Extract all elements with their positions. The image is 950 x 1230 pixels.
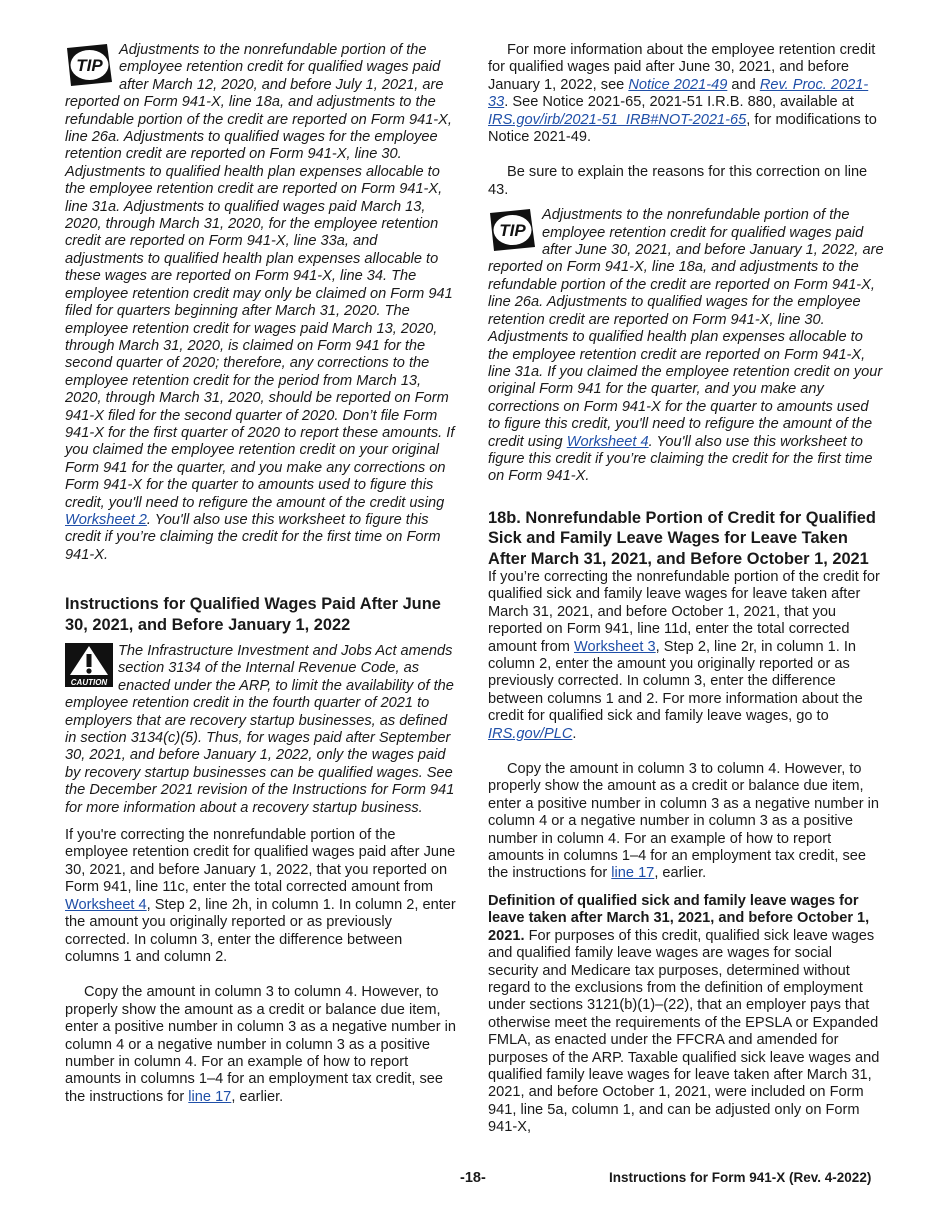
tip-text: Adjustments to the nonrefundable portion of the employee retention credit for qualified wages paid after June 30, 2021, and before January 1, 2022, are reported on Form 941-X, line 18a, and adjustments to the refundable portion of the credit are reported on Form 941-X, line 26a. Adjustments to qualified wages for the employee retention credit are reported on Form 941-X, line 30. Adjustments to qualified health plan expenses allocable to the employee retention credit are reported on Form 941-X, line 31a. If you claimed the employee retention credit on your original Form 941 for the quarter, and you make any corrections on Form 941-X for the quarter to amounts used to figure this credit, you'll need to refigure the amount of the credit using (488, 207, 884, 450)
rev-proc-link[interactable]: Rev. Proc. 2021-33 (488, 76, 869, 111)
footer-title: Instructions for Form 941-X (Rev. 4-2022) (609, 1170, 872, 1185)
svg-text:TIP: TIP (499, 221, 526, 241)
worksheet-4-link[interactable]: Worksheet 4 (566, 433, 649, 450)
paragraph-more-info: For more information about the employee retention credit for qualified wages paid after June 30, 2021, and before January 1, 2022, see Notice 2021-49 and Rev. Proc. 2021-33. See Notice 2021-65, 2021-51 I.R.B. 880, available at IRS.gov/irb/2021-51_IRB#NOT-2021-65, for modifications to Notice 2021-49. (488, 42, 877, 146)
section-heading-18b: 18b. Nonrefundable Portion of Credit for Qualified Sick and Family Leave Wages for Leave Taken After March 31, 2021, and Before October 1, 2021 (488, 508, 876, 568)
left-column (65, 42, 460, 1106)
right-column (488, 42, 884, 1137)
paragraph-nonrefundable-erc: If you're correcting the nonrefundable portion of the employee retention credit for qualified wages paid after June 30, 2021, and before January 1, 2022, that you reported on Form 941, line 11c, enter the total corrected amount from Worksheet 4, Step 2, line 2h, in column 1. In column 2, enter the amount you originally reported or as previously corrected. In column 3, enter the difference between columns 1 and column 2. (65, 827, 456, 965)
tip-text-end: . You'll also use this worksheet to figure this credit if you’re claiming the credit for the first time on Form 941-X. (488, 433, 873, 485)
paragraph-explain-reasons: Be sure to explain the reasons for this correction on line 43. (488, 164, 868, 198)
svg-text:TIP: TIP (76, 56, 103, 75)
line-17-link[interactable]: line 17 (611, 865, 655, 882)
section-heading-qualified-wages: Instructions for Qualified Wages Paid After June 30, 2021, and Before January 1, 2022 (65, 595, 441, 634)
svg-text:CAUTION: CAUTION (70, 678, 108, 687)
tip-note-1 (65, 42, 460, 564)
tip-text-end: . You'll also use this worksheet to figure this credit if you’re claiming the credit for the first time on Form 941-X. (65, 511, 441, 563)
paragraph-copy-amount: Copy the amount in column 3 to column 4. However, to properly show the amount as a credit or balance due item, enter a positive number in column 3 as a negative number in column 4 or a negative number in column 3 as a positive number in column 4. For an example of how to report amounts in columns 1–4 for an employment tax credit, see the instructions for line 17, earlier. (65, 984, 457, 1105)
page-number: -18- (460, 1170, 486, 1186)
worksheet-3-link[interactable]: Worksheet 3 (573, 638, 656, 655)
irs-plc-link[interactable]: IRS.gov/PLC (488, 725, 573, 742)
caution-note (65, 643, 460, 817)
tip-icon (65, 42, 114, 88)
notice-2021-49-link[interactable]: Notice 2021-49 (628, 76, 728, 93)
irs-irb-link[interactable]: IRS.gov/irb/2021-51_IRB#NOT-2021-65 (488, 111, 747, 128)
paragraph-sick-family-leave: If you’re correcting the nonrefundable portion of the credit for qualified sick and family leave wages for leave taken after March 31, 2021, and before October 1, 2021, that you reported on Form 941, line 11d, enter the total corrected amount from Worksheet 3, Step 2, line 2r, in column 1. In column 2, enter the amount you originally reported or as previously corrected. In column 3, enter the difference between columns 1 and 2. For more information about the credit for qualified sick and family leave wages, go to IRS.gov/PLC. (488, 568, 880, 742)
worksheet-2-link[interactable]: Worksheet 2 (65, 511, 147, 528)
tip-text: Adjustments to the nonrefundable portion of the employee retention credit for qualified wages paid after March 12, 2020, and before July 1, 2021, are reported on Form 941-X, line 18a, and adjustments to the refundable portion of the credit are reported on Form 941-X, line 26a. Adjustments to qualified wages for the employee retention credit are reported on Form 941-X, line 30. Adjustments to qualified health plan expenses allocable to the employee retention credit are reported on Form 941-X, line 31a. Adjustments to qualified wages paid March 13, 2020, through March 31, 2020, for the employee retention credit are reported on Form 941-X, line 33a, and adjustments to qualified health plan expenses allocable to these wages are reported on Form 941-X, line 34. The employee retention credit may only be claimed on Form 941 filed for quarters beginning after March 31, 2020. The employee retention credit for wages paid March 13, 2020, through March 31, 2020, is claimed on Form 941 for the second quarter of 2020; therefore, any corrections to the employee retention credit for the period from March 13, 2020, through March 31, 2020, should be reported on Form 941-X filed for the second quarter of 2020. Don’t file Form 941-X for the first quarter of 2020 to report these amounts. If you claimed the employee retention credit on your original Form 941 for the quarter, and you make any corrections on Form 941-X for the quarter to amounts used to figure this credit, you'll need to refigure the amount of the credit using (65, 42, 455, 511)
tip-note-2 (488, 207, 884, 486)
line-17-link[interactable]: line 17 (188, 1088, 232, 1105)
definition-subhead: Definition of qualified sick and family leave wages for leave taken after March 31, 2021, and before October 1, 2021. (488, 892, 870, 944)
worksheet-4-link[interactable]: Worksheet 4 (65, 896, 147, 913)
paragraph-copy-amount: Copy the amount in column 3 to column 4. However, to properly show the amount as a credit or balance due item, enter a positive number in column 3 as a negative number in column 4 or a negative number in column 3 as a positive number in column 4. For an example of how to report amounts in columns 1–4 for an employment tax credit, see the instructions for line 17, earlier. (488, 761, 880, 882)
caution-icon (65, 643, 113, 687)
paragraph-definition: Definition of qualified sick and family leave wages for leave taken after March 31, 2021, and before October 1, 2021. For purposes of this credit, qualified sick leave wages and qualified family leave wages are wages for social security and Medicare tax purposes, determined without regard to the exclusions from the definition of employment under sections 3121(b)(1)–(22), that an employer pays that otherwise meet the requirements of the EPSLA or Expanded FMLA, as enacted under the FFCRA and amended for purposes of the ARP. Taxable qualified sick leave wages and qualified family leave wages for leave taken after March 31, 2021, and before October 1, 2021, were included on Form 941, line 5a, column 1, and can be adjusted only on Form 941-X, (488, 892, 880, 1136)
caution-text: The Infrastructure Investment and Jobs Act amends section 3134 of the Internal Revenue Code, as enacted under the ARP, to limit the availability of the employee retention credit in the fourth quarter of 2021 to employers that are recovery startup businesses, as defined in section 3134(c)(5). Thus, for wages paid after September 30, 2021, and before January 1, 2022, only the wages paid by recovery startup businesses can be qualified wages. See the December 2021 revision of the Instructions for Form 941 for more information about a recovery startup business. (65, 643, 455, 816)
tip-icon (488, 207, 537, 253)
